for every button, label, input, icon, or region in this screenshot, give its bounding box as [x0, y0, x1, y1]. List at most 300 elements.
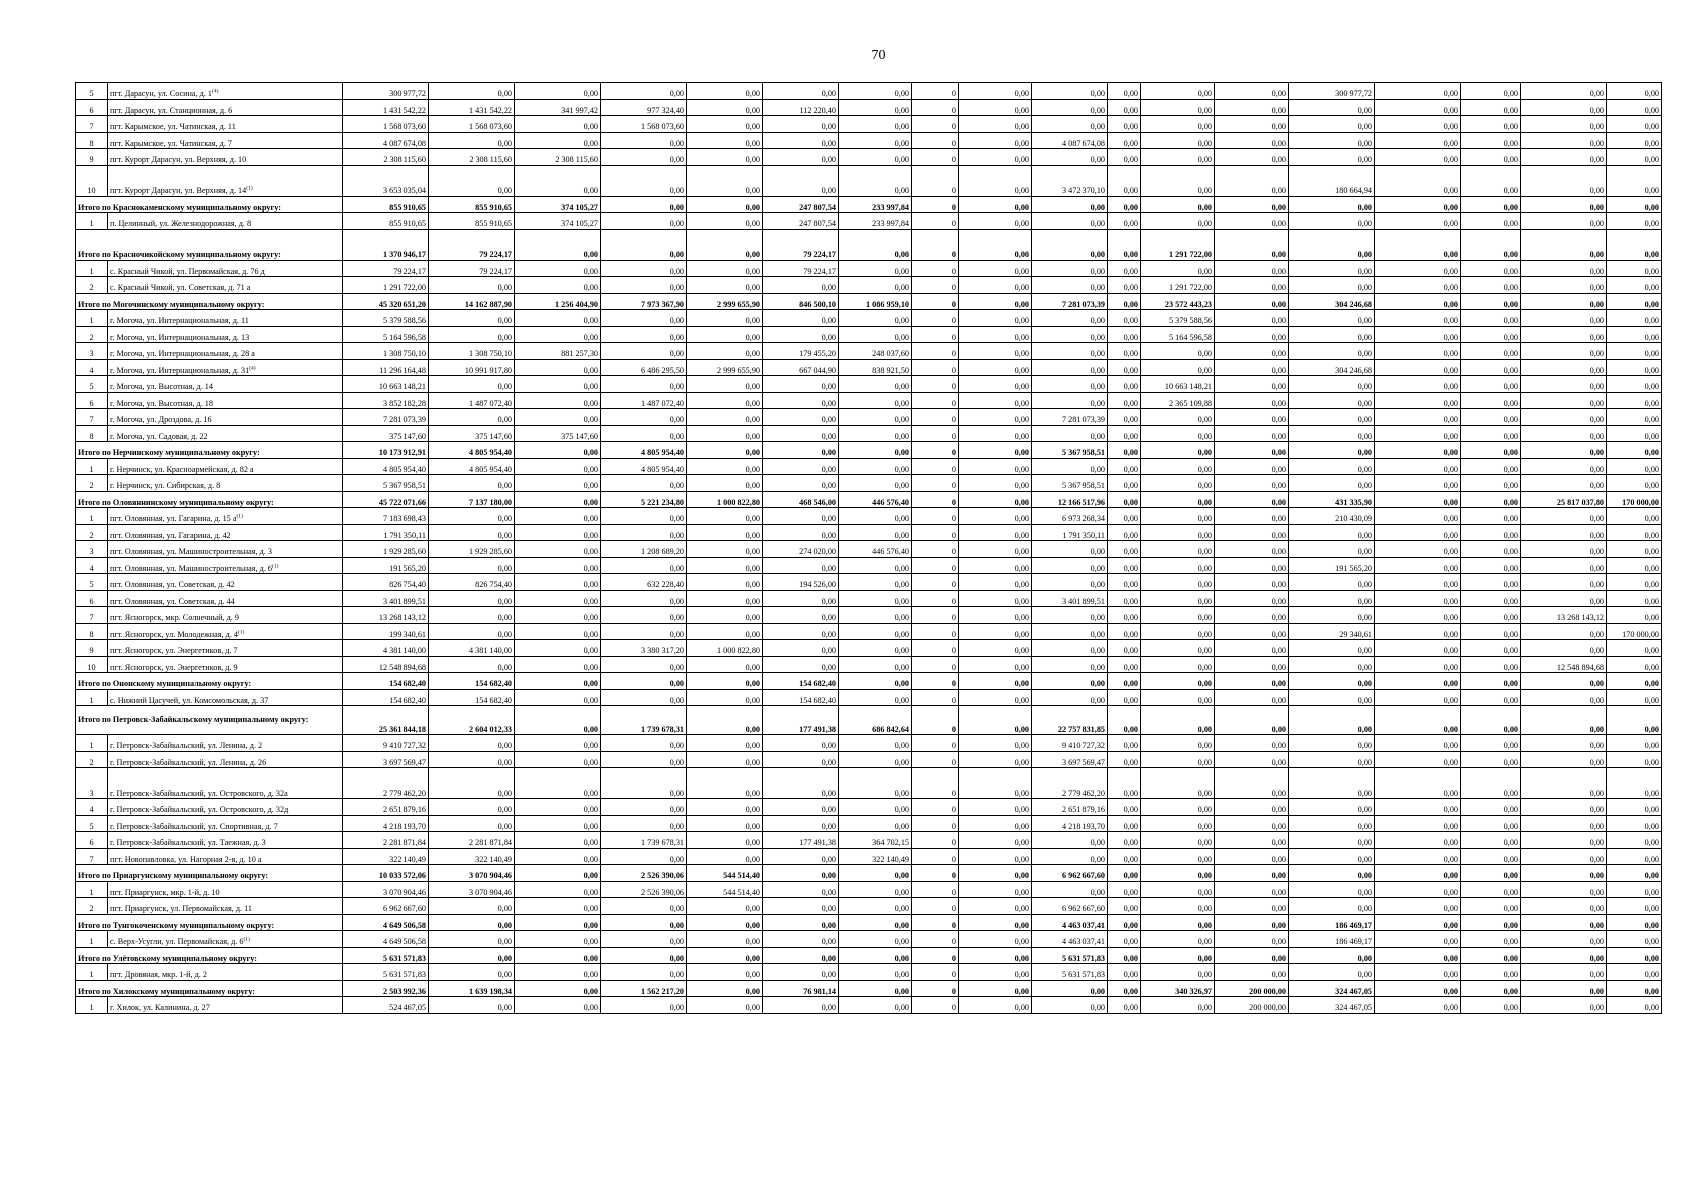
value-cell: 0,00 — [763, 590, 839, 607]
value-cell: 0,00 — [1375, 293, 1461, 310]
value-cell: 3 070 904,46 — [343, 881, 429, 898]
value-cell: 0,00 — [1108, 293, 1141, 310]
total-label: Итого по Краснокаменскому муниципальному округу: — [76, 196, 343, 213]
value-cell: 0 — [912, 865, 959, 882]
value-cell: 0,00 — [1141, 898, 1215, 915]
value-cell: 0,00 — [839, 689, 912, 706]
value-cell: 0,00 — [515, 260, 601, 277]
value-cell: 0 — [912, 442, 959, 459]
value-cell: 0,00 — [515, 735, 601, 752]
value-cell: 0,00 — [1461, 83, 1521, 100]
value-cell: 0,00 — [1108, 116, 1141, 133]
value-cell: 12 548 894,68 — [1521, 656, 1607, 673]
value-cell: 0,00 — [1215, 524, 1289, 541]
value-cell: 0,00 — [1375, 132, 1461, 149]
value-cell: 0,00 — [601, 997, 687, 1014]
total-label: Итого по Красночикойскому муниципальному округу: — [76, 229, 343, 260]
value-cell: 0,00 — [601, 590, 687, 607]
address-cell: пгт. Ясногорск, ул. Энергетиков, д. 7 — [108, 640, 343, 657]
value-cell: 1 256 404,90 — [515, 293, 601, 310]
value-cell: 0,00 — [1032, 607, 1108, 624]
value-cell: 0,00 — [1289, 392, 1375, 409]
value-cell: 25 361 844,18 — [343, 706, 429, 735]
value-cell: 4 218 193,70 — [343, 815, 429, 832]
value-cell: 0,00 — [1375, 980, 1461, 997]
row-number: 1 — [76, 735, 108, 752]
value-cell: 0,00 — [959, 706, 1032, 735]
value-cell: 1 291 722,00 — [343, 277, 429, 294]
value-cell: 7 281 073,39 — [343, 409, 429, 426]
value-cell: 0,00 — [1108, 392, 1141, 409]
address-cell: пгт. Дарасун, ул. Сосина, д. 1$^{(4)}$ — [108, 83, 343, 100]
value-cell: 0,00 — [601, 607, 687, 624]
value-cell: 0,00 — [1461, 799, 1521, 816]
value-cell: 0,00 — [1375, 359, 1461, 376]
value-cell: 0 — [912, 165, 959, 196]
value-cell: 0,00 — [687, 914, 763, 931]
value-cell: 0,00 — [1461, 132, 1521, 149]
value-cell: 0,00 — [959, 359, 1032, 376]
table-row — [76, 689, 1662, 706]
value-cell: 0,00 — [687, 735, 763, 752]
value-cell: 0,00 — [1607, 931, 1662, 948]
value-cell: 0,00 — [1108, 590, 1141, 607]
value-cell: 79 224,17 — [429, 229, 515, 260]
value-cell: 826 754,40 — [343, 574, 429, 591]
value-cell: 0,00 — [1108, 574, 1141, 591]
value-cell: 0,00 — [1375, 865, 1461, 882]
value-cell: 0,00 — [1375, 689, 1461, 706]
value-cell: 0,00 — [515, 997, 601, 1014]
value-cell: 0,00 — [1521, 376, 1607, 393]
value-cell: 0,00 — [763, 607, 839, 624]
address-cell: с. Красный Чикой, ул. Советская, д. 71 а — [108, 277, 343, 294]
value-cell: 0,00 — [1032, 541, 1108, 558]
value-cell: 45 320 651,20 — [343, 293, 429, 310]
value-cell: 0,00 — [1141, 623, 1215, 640]
value-cell: 0,00 — [959, 914, 1032, 931]
value-cell: 0,00 — [959, 99, 1032, 116]
value-cell: 0,00 — [1215, 359, 1289, 376]
value-cell: 0,00 — [1607, 751, 1662, 768]
value-cell: 0,00 — [839, 623, 912, 640]
value-cell: 0,00 — [1521, 442, 1607, 459]
value-cell: 0,00 — [763, 898, 839, 915]
value-cell: 10 033 572,06 — [343, 865, 429, 882]
value-cell: 0,00 — [1607, 213, 1662, 230]
value-cell: 431 335,90 — [1289, 491, 1375, 508]
value-cell: 0,00 — [1375, 196, 1461, 213]
value-cell: 0 — [912, 149, 959, 166]
value-cell: 0,00 — [1375, 149, 1461, 166]
address-cell: г. Петровск-Забайкальский, ул. Спортивная, д. 7 — [108, 815, 343, 832]
value-cell: 0,00 — [687, 475, 763, 492]
value-cell: 0,00 — [839, 425, 912, 442]
value-cell: 0,00 — [687, 425, 763, 442]
value-cell: 0,00 — [1032, 980, 1108, 997]
value-cell: 0,00 — [1215, 964, 1289, 981]
value-cell: 0,00 — [1375, 815, 1461, 832]
value-cell: 0,00 — [1108, 914, 1141, 931]
value-cell: 0,00 — [1108, 832, 1141, 849]
value-cell: 0 — [912, 881, 959, 898]
value-cell: 1 739 678,31 — [601, 832, 687, 849]
value-cell: 0,00 — [429, 623, 515, 640]
value-cell: 0,00 — [763, 458, 839, 475]
value-cell: 0,00 — [839, 458, 912, 475]
value-cell: 10 991 917,80 — [429, 359, 515, 376]
value-cell: 0 — [912, 132, 959, 149]
value-cell: 0,00 — [959, 376, 1032, 393]
value-cell: 0,00 — [1375, 425, 1461, 442]
value-cell: 0,00 — [1375, 326, 1461, 343]
value-cell: 0,00 — [1607, 997, 1662, 1014]
value-cell: 0,00 — [515, 132, 601, 149]
value-cell: 0,00 — [959, 508, 1032, 525]
value-cell: 5 631 571,83 — [1032, 964, 1108, 981]
value-cell: 0,00 — [839, 931, 912, 948]
value-cell: 0,00 — [687, 574, 763, 591]
value-cell: 0,00 — [1521, 706, 1607, 735]
address-cell: пгт. Оловянная, ул. Гагарина, д. 42 — [108, 524, 343, 541]
value-cell: 0,00 — [1141, 832, 1215, 849]
total-label: Итого по Оловяннинскому муниципальному округу: — [76, 491, 343, 508]
row-number: 4 — [76, 557, 108, 574]
value-cell: 0,00 — [515, 623, 601, 640]
value-cell: 0,00 — [763, 931, 839, 948]
value-cell: 0,00 — [687, 508, 763, 525]
value-cell: 0,00 — [763, 656, 839, 673]
address-cell: с. Нижний Цасучей, ул. Комсомольская, д. 37 — [108, 689, 343, 706]
value-cell: 0,00 — [959, 640, 1032, 657]
value-cell: 12 548 894,68 — [343, 656, 429, 673]
value-cell: 1 291 722,00 — [1141, 277, 1215, 294]
value-cell: 0,00 — [1607, 277, 1662, 294]
table-row — [76, 574, 1662, 591]
value-cell: 0,00 — [1141, 607, 1215, 624]
value-cell: 0,00 — [1141, 196, 1215, 213]
value-cell: 0,00 — [601, 83, 687, 100]
value-cell: 0,00 — [515, 964, 601, 981]
value-cell: 0,00 — [1289, 768, 1375, 799]
value-cell: 0,00 — [1607, 848, 1662, 865]
value-cell: 0,00 — [1289, 326, 1375, 343]
value-cell: 0,00 — [1141, 735, 1215, 752]
row-number: 10 — [76, 656, 108, 673]
value-cell: 0,00 — [1607, 735, 1662, 752]
value-cell: 0,00 — [429, 768, 515, 799]
value-cell: 0,00 — [1141, 751, 1215, 768]
value-cell: 0,00 — [1375, 376, 1461, 393]
value-cell: 0,00 — [515, 376, 601, 393]
value-cell: 0,00 — [959, 475, 1032, 492]
value-cell: 0,00 — [1521, 475, 1607, 492]
table-row — [76, 799, 1662, 816]
value-cell: 0,00 — [601, 557, 687, 574]
value-cell: 0,00 — [1108, 656, 1141, 673]
value-cell: 1 086 959,10 — [839, 293, 912, 310]
row-number: 1 — [76, 689, 108, 706]
value-cell: 0 — [912, 557, 959, 574]
address-cell: г. Могоча, ул. Интернациональная, д. 11 — [108, 310, 343, 327]
value-cell: 855 910,65 — [429, 213, 515, 230]
address-cell: г. Нерчинск, ул. Красноармейская, д. 82 а — [108, 458, 343, 475]
value-cell: 0,00 — [959, 260, 1032, 277]
value-cell: 177 491,38 — [763, 832, 839, 849]
value-cell: 0,00 — [1289, 458, 1375, 475]
value-cell: 2 281 871,84 — [429, 832, 515, 849]
value-cell: 12 166 517,96 — [1032, 491, 1108, 508]
value-cell: 154 682,40 — [429, 689, 515, 706]
value-cell: 0 — [912, 735, 959, 752]
row-number: 6 — [76, 832, 108, 849]
value-cell: 4 805 954,40 — [343, 458, 429, 475]
value-cell: 0,00 — [515, 277, 601, 294]
value-cell: 0 — [912, 475, 959, 492]
value-cell: 0,00 — [515, 491, 601, 508]
value-cell: 0,00 — [1215, 458, 1289, 475]
value-cell: 194 526,00 — [763, 574, 839, 591]
value-cell: 0,00 — [687, 99, 763, 116]
address-cell: п. Целинный, ул. Железнодорожная, д. 8 — [108, 213, 343, 230]
value-cell: 0,00 — [1521, 343, 1607, 360]
value-cell: 0,00 — [839, 116, 912, 133]
value-cell: 2 779 462,20 — [343, 768, 429, 799]
value-cell: 0,00 — [429, 914, 515, 931]
total-label: Итого по Тунгокоченскому муниципальному округу: — [76, 914, 343, 931]
value-cell: 0,00 — [687, 442, 763, 459]
value-cell: 0 — [912, 607, 959, 624]
address-cell: г. Петровск-Забайкальский, ул. Островского, д. 32д — [108, 799, 343, 816]
value-cell: 0,00 — [601, 343, 687, 360]
value-cell: 5 379 588,56 — [343, 310, 429, 327]
value-cell: 0,00 — [763, 768, 839, 799]
value-cell: 0,00 — [1215, 898, 1289, 915]
value-cell: 0,00 — [959, 931, 1032, 948]
total-label: Итого по Ононскому муниципальному округу: — [76, 673, 343, 690]
value-cell: 0,00 — [1141, 947, 1215, 964]
value-cell: 0,00 — [959, 196, 1032, 213]
value-cell: 0,00 — [1607, 83, 1662, 100]
value-cell: 0,00 — [1108, 359, 1141, 376]
value-cell: 79 224,17 — [763, 229, 839, 260]
value-cell: 0,00 — [429, 931, 515, 948]
value-cell: 375 147,60 — [343, 425, 429, 442]
row-number: 7 — [76, 409, 108, 426]
total-row — [76, 229, 1662, 260]
value-cell: 0,00 — [1215, 392, 1289, 409]
value-cell: 0,00 — [515, 751, 601, 768]
value-cell: 1 431 542,22 — [343, 99, 429, 116]
value-cell: 0,00 — [959, 310, 1032, 327]
value-cell: 0,00 — [1141, 524, 1215, 541]
value-cell: 0,00 — [1215, 768, 1289, 799]
value-cell: 0,00 — [1215, 229, 1289, 260]
value-cell: 0,00 — [1215, 656, 1289, 673]
value-cell: 13 268 143,12 — [343, 607, 429, 624]
value-cell: 0,00 — [1521, 689, 1607, 706]
value-cell: 0,00 — [429, 132, 515, 149]
value-cell: 0,00 — [1108, 751, 1141, 768]
value-cell: 0,00 — [959, 815, 1032, 832]
value-cell: 0,00 — [1215, 574, 1289, 591]
value-cell: 0,00 — [1607, 343, 1662, 360]
table-row — [76, 590, 1662, 607]
value-cell: 0,00 — [959, 229, 1032, 260]
value-cell: 7 137 180,00 — [429, 491, 515, 508]
value-cell: 0,00 — [1141, 997, 1215, 1014]
table-row — [76, 832, 1662, 849]
value-cell: 0,00 — [959, 751, 1032, 768]
value-cell: 0,00 — [429, 83, 515, 100]
value-cell: 0,00 — [1461, 751, 1521, 768]
total-label: Итого по Нерчинскому муниципальному округу: — [76, 442, 343, 459]
value-cell: 1 291 722,00 — [1141, 229, 1215, 260]
value-cell: 977 324,40 — [601, 99, 687, 116]
value-cell: 177 491,38 — [763, 706, 839, 735]
table-row — [76, 277, 1662, 294]
value-cell: 0,00 — [1375, 165, 1461, 196]
value-cell: 0,00 — [1461, 524, 1521, 541]
value-cell: 0 — [912, 458, 959, 475]
value-cell: 0,00 — [515, 881, 601, 898]
value-cell: 200 000,00 — [1215, 997, 1289, 1014]
value-cell: 0,00 — [1289, 832, 1375, 849]
total-row — [76, 706, 1662, 735]
value-cell: 0,00 — [429, 751, 515, 768]
value-cell: 248 037,60 — [839, 343, 912, 360]
value-cell: 45 722 071,66 — [343, 491, 429, 508]
table-row — [76, 815, 1662, 832]
value-cell: 0 — [912, 640, 959, 657]
value-cell: 0,00 — [1375, 557, 1461, 574]
value-cell: 0,00 — [763, 881, 839, 898]
value-cell: 0,00 — [1607, 768, 1662, 799]
value-cell: 5 221 234,80 — [601, 491, 687, 508]
value-cell: 0,00 — [687, 751, 763, 768]
value-cell: 4 087 674,08 — [1032, 132, 1108, 149]
value-cell: 0,00 — [763, 964, 839, 981]
value-cell: 0,00 — [515, 359, 601, 376]
value-cell: 0,00 — [601, 260, 687, 277]
value-cell: 10 663 148,21 — [343, 376, 429, 393]
value-cell: 0,00 — [839, 260, 912, 277]
value-cell: 4 218 193,70 — [1032, 815, 1108, 832]
total-row — [76, 673, 1662, 690]
value-cell: 0,00 — [1607, 132, 1662, 149]
value-cell: 3 380 317,20 — [601, 640, 687, 657]
value-cell: 0,00 — [687, 132, 763, 149]
value-cell: 0 — [912, 425, 959, 442]
value-cell: 0,00 — [1289, 815, 1375, 832]
value-cell: 838 921,50 — [839, 359, 912, 376]
value-cell: 0,00 — [839, 815, 912, 832]
value-cell: 0,00 — [1108, 815, 1141, 832]
value-cell: 0,00 — [839, 442, 912, 459]
value-cell: 2 308 115,60 — [343, 149, 429, 166]
value-cell: 0,00 — [1108, 735, 1141, 752]
value-cell: 0,00 — [1108, 83, 1141, 100]
value-cell: 0,00 — [1215, 425, 1289, 442]
value-cell: 3 401 899,51 — [1032, 590, 1108, 607]
value-cell: 0,00 — [1521, 425, 1607, 442]
value-cell: 0,00 — [1521, 735, 1607, 752]
value-cell: 0,00 — [1607, 574, 1662, 591]
value-cell: 0,00 — [1461, 832, 1521, 849]
value-cell: 0,00 — [1215, 947, 1289, 964]
value-cell: 0,00 — [1521, 997, 1607, 1014]
value-cell: 0,00 — [763, 116, 839, 133]
value-cell: 0,00 — [1141, 656, 1215, 673]
value-cell: 23 572 443,23 — [1141, 293, 1215, 310]
value-cell: 0,00 — [1032, 623, 1108, 640]
value-cell: 0,00 — [1461, 409, 1521, 426]
value-cell: 0,00 — [1108, 425, 1141, 442]
value-cell: 0,00 — [1141, 132, 1215, 149]
value-cell: 0 — [912, 799, 959, 816]
value-cell: 0,00 — [763, 326, 839, 343]
value-cell: 0,00 — [1289, 442, 1375, 459]
value-cell: 0 — [912, 508, 959, 525]
value-cell: 0,00 — [839, 751, 912, 768]
value-cell: 1 487 072,40 — [429, 392, 515, 409]
value-cell: 0,00 — [959, 425, 1032, 442]
value-cell: 0,00 — [959, 458, 1032, 475]
value-cell: 0,00 — [1607, 799, 1662, 816]
value-cell: 0,00 — [1289, 99, 1375, 116]
value-cell: 0,00 — [1108, 508, 1141, 525]
value-cell: 324 467,05 — [1289, 980, 1375, 997]
value-cell: 0,00 — [1375, 656, 1461, 673]
value-cell: 0,00 — [1215, 848, 1289, 865]
value-cell: 0,00 — [687, 607, 763, 624]
value-cell: 0,00 — [839, 656, 912, 673]
value-cell: 0,00 — [1461, 997, 1521, 1014]
value-cell: 0,00 — [763, 475, 839, 492]
total-label: Итого по Могочинскому муниципальному округу: — [76, 293, 343, 310]
value-cell: 0,00 — [1521, 359, 1607, 376]
value-cell: 0,00 — [1607, 149, 1662, 166]
value-cell: 0,00 — [1108, 881, 1141, 898]
value-cell: 0,00 — [687, 964, 763, 981]
value-cell: 0,00 — [1289, 132, 1375, 149]
value-cell: 0,00 — [1607, 607, 1662, 624]
value-cell: 0,00 — [1141, 83, 1215, 100]
value-cell: 0,00 — [1607, 475, 1662, 492]
value-cell: 0,00 — [687, 898, 763, 915]
value-cell: 2 526 390,06 — [601, 881, 687, 898]
value-cell: 79 224,17 — [763, 260, 839, 277]
footnote-mark: (4) — [212, 88, 219, 95]
value-cell: 0,00 — [1108, 310, 1141, 327]
value-cell: 0,00 — [1607, 392, 1662, 409]
value-cell: 0,00 — [1289, 947, 1375, 964]
value-cell: 0,00 — [1607, 832, 1662, 849]
value-cell: 0,00 — [959, 277, 1032, 294]
value-cell: 0,00 — [1461, 508, 1521, 525]
value-cell: 0,00 — [839, 475, 912, 492]
value-cell: 3 653 035,04 — [343, 165, 429, 196]
value-cell: 0,00 — [687, 931, 763, 948]
value-cell: 0,00 — [1461, 343, 1521, 360]
value-cell: 0,00 — [1461, 99, 1521, 116]
value-cell: 0,00 — [1375, 947, 1461, 964]
value-cell: 0,00 — [1375, 735, 1461, 752]
value-cell: 2 999 655,90 — [687, 359, 763, 376]
value-cell: 0 — [912, 656, 959, 673]
value-cell: 0,00 — [1032, 425, 1108, 442]
value-cell: 0 — [912, 689, 959, 706]
